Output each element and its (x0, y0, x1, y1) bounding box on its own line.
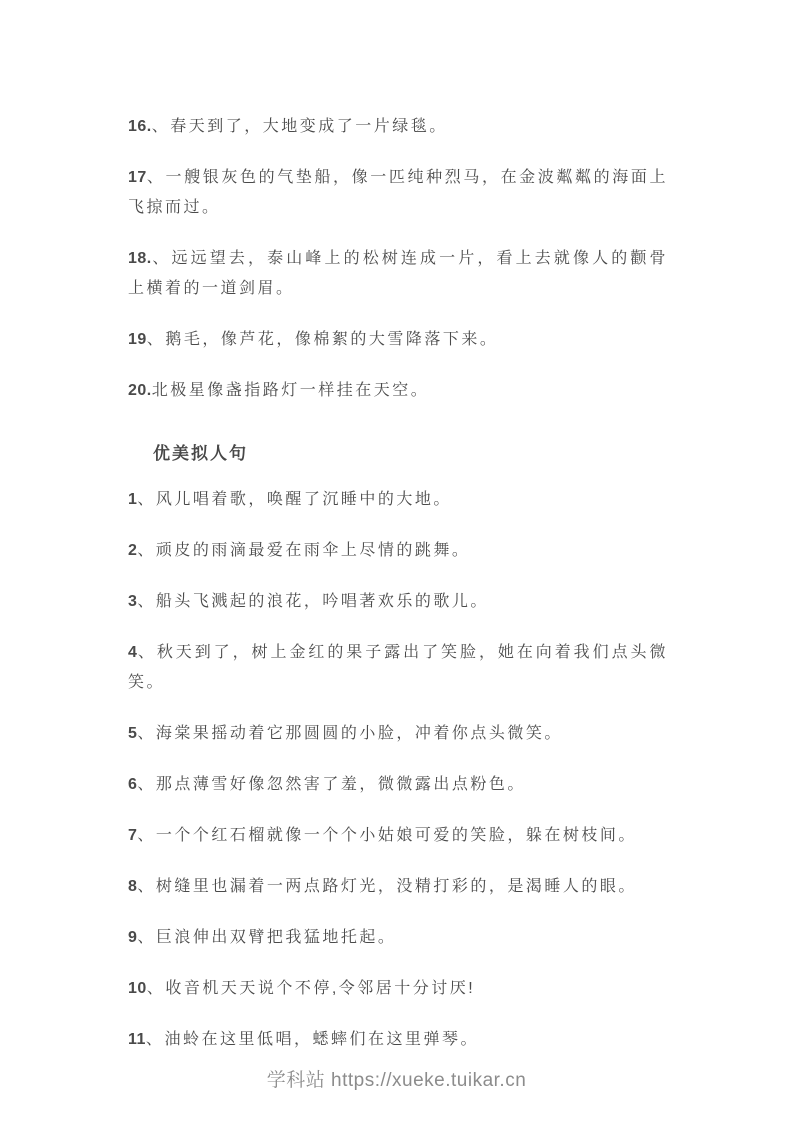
list-item (128, 163, 668, 223)
item-number: 1 (128, 491, 138, 508)
item-separator: 、 (137, 827, 156, 844)
item-number: 4 (128, 644, 138, 661)
item-text: 收音机天天说个不停,令邻居十分讨厌! (165, 980, 476, 997)
item-text: 一艘银灰色的气垫船，像一匹纯种烈马，在金波粼粼的海面上飞掠而过。 (128, 169, 668, 216)
item-number: 10 (128, 980, 147, 997)
item-text: 鹅毛，像芦花，像棉絮的大雪降落下来。 (165, 331, 499, 348)
list-item (128, 974, 668, 1004)
item-text: 远远望去，泰山峰上的松树连成一片，看上去就像人的颧骨上横着的一道剑眉。 (128, 250, 668, 297)
item-number: 3 (128, 593, 138, 610)
item-number: 5 (128, 725, 138, 742)
footer-watermark: 学科站 https://xueke.tuikar.cn (266, 1070, 527, 1091)
item-text: 秋天到了，树上金红的果子露出了笑脸，她在向着我们点头微笑。 (128, 644, 668, 691)
item-number: 20. (128, 382, 152, 399)
item-number: 17 (128, 169, 147, 186)
item-text: 巨浪伸出双臂把我猛地托起。 (155, 929, 397, 946)
item-separator: 、 (145, 1031, 165, 1048)
item-text: 顽皮的雨滴最爱在雨伞上尽情的跳舞。 (155, 542, 471, 559)
item-separator: 、 (137, 776, 156, 793)
list-item (128, 376, 668, 406)
item-number: 9 (128, 929, 138, 946)
item-text: 风儿唱着歌，唤醒了沉睡中的大地。 (155, 491, 452, 508)
list-item (128, 872, 668, 902)
item-number: 8 (128, 878, 138, 895)
list-item (128, 821, 668, 851)
item-text: 油蛉在这里低唱，蟋蟀们在这里弹琴。 (164, 1031, 479, 1048)
list-item (128, 770, 668, 800)
item-text: 那点薄雪好像忽然害了羞，微微露出点粉色。 (155, 776, 526, 793)
item-separator: 、 (146, 331, 166, 348)
item-number: 16. (128, 118, 152, 135)
item-number: 18. (128, 250, 152, 267)
item-number: 2 (128, 542, 138, 559)
item-text: 树缝里也漏着一两点路灯光，没精打彩的，是渴睡人的眼。 (155, 878, 637, 895)
item-separator: 、 (137, 929, 156, 946)
item-separator: 、 (137, 491, 156, 508)
list-item (128, 536, 668, 566)
list-item (128, 112, 668, 142)
item-text: 海棠果摇动着它那圆圆的小脸，冲着你点头微笑。 (155, 725, 563, 742)
item-separator: 、 (137, 878, 156, 895)
document-body (128, 112, 668, 1076)
section-heading: 优美拟人句 (153, 444, 248, 463)
item-separator: 、 (146, 980, 166, 997)
item-separator: 、 (137, 542, 156, 559)
item-separator: 、 (151, 250, 172, 267)
item-number: 19 (128, 331, 147, 348)
list-item (128, 325, 668, 355)
item-text: 船头飞溅起的浪花，吟唱著欢乐的歌儿。 (155, 593, 489, 610)
list-item (128, 719, 668, 749)
item-separator: 、 (137, 725, 156, 742)
item-separator: 、 (151, 118, 171, 135)
item-number: 6 (128, 776, 138, 793)
item-number: 7 (128, 827, 138, 844)
list-item (128, 244, 668, 304)
item-separator: 、 (137, 593, 156, 610)
item-text: 一个个红石榴就像一个个小姑娘可爱的笑脸，躲在树枝间。 (155, 827, 637, 844)
item-number: 11 (128, 1031, 146, 1048)
item-text: 北极星像盏指路灯一样挂在天空。 (151, 382, 430, 399)
item-separator: 、 (146, 169, 166, 186)
list-item (128, 638, 668, 698)
item-text: 春天到了，大地变成了一片绿毯。 (170, 118, 448, 135)
list-item (128, 485, 668, 515)
list-item (128, 923, 668, 953)
item-separator: 、 (137, 644, 157, 661)
list-item (128, 1025, 668, 1055)
list-item (128, 587, 668, 617)
